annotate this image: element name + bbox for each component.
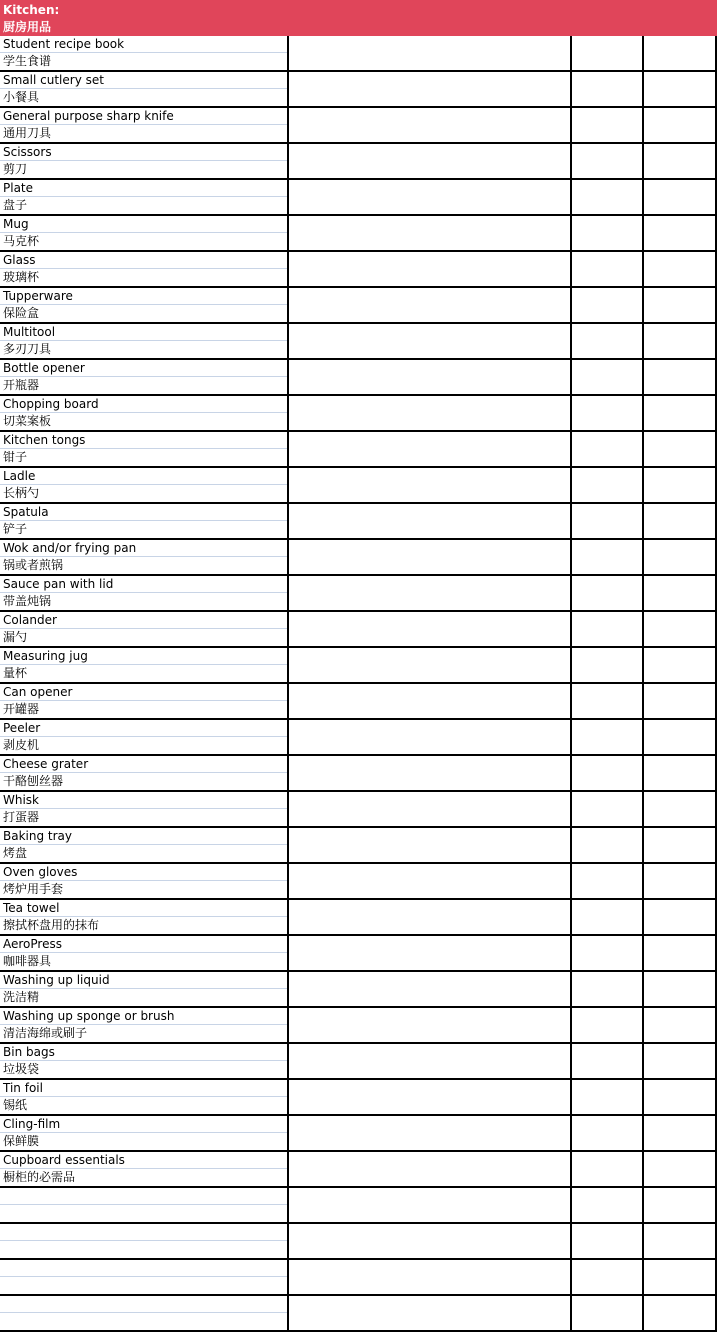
item-name-zh xyxy=(0,1241,287,1258)
check-cell-2[interactable] xyxy=(644,972,717,1006)
item-name-cell[interactable] xyxy=(0,828,289,862)
notes-cell[interactable] xyxy=(289,972,572,1006)
item-name-zh: 锡纸 xyxy=(3,1098,28,1112)
item-name-cell[interactable] xyxy=(0,144,289,178)
item-name-zh: 保鲜膜 xyxy=(3,1134,40,1148)
item-name-cell[interactable] xyxy=(0,360,289,394)
check-cell-2[interactable] xyxy=(644,504,717,538)
table-row xyxy=(0,864,717,900)
item-name-en: Tin foil xyxy=(0,1080,287,1097)
check-cell-2[interactable] xyxy=(644,36,717,70)
table-row xyxy=(0,432,717,468)
check-cell-1[interactable] xyxy=(572,1188,644,1222)
table-row xyxy=(0,612,717,648)
item-name-en: Bottle opener xyxy=(0,360,287,377)
notes-cell[interactable] xyxy=(289,576,572,610)
item-name-en: Washing up liquid xyxy=(0,972,287,989)
check-cell-2[interactable] xyxy=(644,756,717,790)
check-cell-1[interactable] xyxy=(572,72,644,106)
item-name-cell[interactable] xyxy=(0,1152,289,1186)
item-name-en: Glass xyxy=(0,252,287,269)
notes-cell[interactable] xyxy=(289,360,572,394)
table-row xyxy=(0,792,717,828)
check-cell-2[interactable] xyxy=(644,540,717,574)
item-name-zh: 通用刀具 xyxy=(3,126,52,140)
item-name-en: Tupperware xyxy=(0,288,287,305)
item-name-cell[interactable] xyxy=(0,432,289,466)
item-name-cell[interactable] xyxy=(0,756,289,790)
item-name-zh: 盘子 xyxy=(3,198,28,212)
check-cell-1[interactable] xyxy=(572,252,644,286)
table-row xyxy=(0,936,717,972)
check-cell-2[interactable] xyxy=(644,144,717,178)
notes-cell[interactable] xyxy=(289,936,572,970)
item-name-cell[interactable] xyxy=(0,252,289,286)
check-cell-1[interactable] xyxy=(572,144,644,178)
table-row xyxy=(0,684,717,720)
item-name-en: Bin bags xyxy=(0,1044,287,1061)
notes-cell[interactable] xyxy=(289,36,572,70)
check-cell-2[interactable] xyxy=(644,1152,717,1186)
item-name-cell[interactable] xyxy=(0,1044,289,1078)
item-name-zh: 垃圾袋 xyxy=(3,1062,40,1076)
table-row xyxy=(0,540,717,576)
check-cell-2[interactable] xyxy=(644,1044,717,1078)
check-cell-1[interactable] xyxy=(572,864,644,898)
check-cell-2[interactable] xyxy=(644,648,717,682)
check-cell-2[interactable] xyxy=(644,288,717,322)
item-name-cell[interactable] xyxy=(0,288,289,322)
table-row xyxy=(0,720,717,756)
check-cell-1[interactable] xyxy=(572,324,644,358)
check-cell-1[interactable] xyxy=(572,108,644,142)
check-cell-2[interactable] xyxy=(644,1188,717,1222)
check-cell-1[interactable] xyxy=(572,900,644,934)
check-cell-2[interactable] xyxy=(644,72,717,106)
check-cell-2[interactable] xyxy=(644,1224,717,1258)
item-name-en: Student recipe book xyxy=(0,36,287,53)
check-cell-1[interactable] xyxy=(572,756,644,790)
item-name-zh: 锅或者煎锅 xyxy=(3,558,64,572)
check-cell-2[interactable] xyxy=(644,1260,717,1294)
item-name-zh: 切菜案板 xyxy=(3,414,52,428)
item-name-en: Ladle xyxy=(0,468,287,485)
table-row xyxy=(0,324,717,360)
notes-cell[interactable] xyxy=(289,756,572,790)
check-cell-1[interactable] xyxy=(572,1008,644,1042)
check-cell-2[interactable] xyxy=(644,792,717,826)
table-row xyxy=(0,396,717,432)
check-cell-1[interactable] xyxy=(572,396,644,430)
check-cell-1[interactable] xyxy=(572,1044,644,1078)
item-name-cell[interactable] xyxy=(0,72,289,106)
check-cell-2[interactable] xyxy=(644,180,717,214)
check-cell-2[interactable] xyxy=(644,396,717,430)
item-name-en xyxy=(0,1260,287,1277)
item-name-en: Sauce pan with lid xyxy=(0,576,287,593)
notes-cell[interactable] xyxy=(289,540,572,574)
item-name-zh: 玻璃杯 xyxy=(3,270,40,284)
notes-cell[interactable] xyxy=(289,468,572,502)
item-name-cell[interactable] xyxy=(0,324,289,358)
item-name-cell[interactable] xyxy=(0,540,289,574)
check-cell-2[interactable] xyxy=(644,1080,717,1114)
item-name-zh: 擦拭杯盘用的抹布 xyxy=(3,918,100,932)
item-name-zh: 橱柜的必需品 xyxy=(3,1170,76,1184)
table-row xyxy=(0,828,717,864)
table-row xyxy=(0,972,717,1008)
check-cell-2[interactable] xyxy=(644,684,717,718)
item-name-en: Cupboard essentials xyxy=(0,1152,287,1169)
check-cell-1[interactable] xyxy=(572,648,644,682)
item-name-zh: 烤炉用手套 xyxy=(3,882,64,896)
notes-cell[interactable] xyxy=(289,720,572,754)
check-cell-2[interactable] xyxy=(644,1296,717,1330)
item-name-en: Oven gloves xyxy=(0,864,287,881)
notes-cell[interactable] xyxy=(289,504,572,538)
item-name-en: General purpose sharp knife xyxy=(0,108,287,125)
item-name-en: AeroPress xyxy=(0,936,287,953)
item-name-zh: 带盖炖锅 xyxy=(3,594,52,608)
check-cell-1[interactable] xyxy=(572,972,644,1006)
item-name-zh xyxy=(0,1313,287,1330)
check-cell-2[interactable] xyxy=(644,468,717,502)
item-name-en: Chopping board xyxy=(0,396,287,413)
item-name-en: Peeler xyxy=(0,720,287,737)
item-name-cell[interactable] xyxy=(0,216,289,250)
check-cell-1[interactable] xyxy=(572,360,644,394)
item-name-en: Wok and/or frying pan xyxy=(0,540,287,557)
item-name-zh: 干酪刨丝器 xyxy=(3,774,64,788)
table-row xyxy=(0,1224,717,1260)
item-name-cell[interactable] xyxy=(0,972,289,1006)
item-name-cell[interactable] xyxy=(0,396,289,430)
check-cell-2[interactable] xyxy=(644,108,717,142)
check-cell-2[interactable] xyxy=(644,828,717,862)
section-title-zh: 厨房用品 xyxy=(3,20,52,34)
notes-cell[interactable] xyxy=(289,900,572,934)
item-name-cell[interactable] xyxy=(0,1224,289,1258)
check-cell-1[interactable] xyxy=(572,1296,644,1330)
table-row xyxy=(0,288,717,324)
check-cell-1[interactable] xyxy=(572,1260,644,1294)
item-name-zh: 清洁海绵或刷子 xyxy=(3,1026,88,1040)
item-name-cell[interactable] xyxy=(0,1008,289,1042)
check-cell-1[interactable] xyxy=(572,432,644,466)
check-cell-1[interactable] xyxy=(572,792,644,826)
item-name-cell[interactable] xyxy=(0,1296,289,1330)
item-name-cell[interactable] xyxy=(0,900,289,934)
check-cell-1[interactable] xyxy=(572,936,644,970)
notes-cell[interactable] xyxy=(289,1188,572,1222)
item-name-cell[interactable] xyxy=(0,180,289,214)
table-row xyxy=(0,1008,717,1044)
item-name-zh: 漏勺 xyxy=(3,630,28,644)
check-cell-2[interactable] xyxy=(644,612,717,646)
table-row xyxy=(0,504,717,540)
notes-cell[interactable] xyxy=(289,324,572,358)
notes-cell[interactable] xyxy=(289,1044,572,1078)
check-cell-1[interactable] xyxy=(572,1116,644,1150)
check-cell-1[interactable] xyxy=(572,1080,644,1114)
table-row xyxy=(0,1260,717,1296)
table-row xyxy=(0,1188,717,1224)
item-name-cell[interactable] xyxy=(0,1116,289,1150)
notes-cell[interactable] xyxy=(289,864,572,898)
item-name-zh: 钳子 xyxy=(3,450,28,464)
notes-cell[interactable] xyxy=(289,144,572,178)
item-name-zh: 咖啡器具 xyxy=(3,954,52,968)
item-name-en xyxy=(0,1296,287,1313)
item-name-zh: 打蛋器 xyxy=(3,810,40,824)
check-cell-1[interactable] xyxy=(572,216,644,250)
item-name-en: Plate xyxy=(0,180,287,197)
item-name-en xyxy=(0,1224,287,1241)
table-row xyxy=(0,1044,717,1080)
notes-cell[interactable] xyxy=(289,792,572,826)
section-title-en: Kitchen: xyxy=(3,3,60,17)
table-row xyxy=(0,36,717,72)
notes-cell[interactable] xyxy=(289,1116,572,1150)
item-name-zh: 保险盒 xyxy=(3,306,40,320)
check-cell-2[interactable] xyxy=(644,864,717,898)
item-name-en: Scissors xyxy=(0,144,287,161)
item-name-zh: 洗洁精 xyxy=(3,990,40,1004)
notes-cell[interactable] xyxy=(289,216,572,250)
notes-cell[interactable] xyxy=(289,648,572,682)
table-row xyxy=(0,108,717,144)
notes-cell[interactable] xyxy=(289,252,572,286)
item-name-cell[interactable] xyxy=(0,1080,289,1114)
item-name-zh: 学生食谱 xyxy=(3,54,52,68)
item-name-en: Mug xyxy=(0,216,287,233)
table-row xyxy=(0,756,717,792)
check-cell-1[interactable] xyxy=(572,1152,644,1186)
item-name-zh: 烤盘 xyxy=(3,846,28,860)
check-cell-2[interactable] xyxy=(644,432,717,466)
item-name-en: Spatula xyxy=(0,504,287,521)
item-name-cell[interactable] xyxy=(0,720,289,754)
check-cell-2[interactable] xyxy=(644,936,717,970)
check-cell-1[interactable] xyxy=(572,468,644,502)
table-row xyxy=(0,468,717,504)
item-name-cell[interactable] xyxy=(0,108,289,142)
check-cell-2[interactable] xyxy=(644,1008,717,1042)
table-row xyxy=(0,180,717,216)
item-name-cell[interactable] xyxy=(0,864,289,898)
item-name-zh: 铲子 xyxy=(3,522,28,536)
item-name-en: Tea towel xyxy=(0,900,287,917)
item-name-zh: 剪刀 xyxy=(3,162,28,176)
check-cell-2[interactable] xyxy=(644,576,717,610)
table-row xyxy=(0,576,717,612)
item-name-zh: 多刃刀具 xyxy=(3,342,52,356)
section-header xyxy=(0,0,717,36)
notes-cell[interactable] xyxy=(289,1296,572,1330)
check-cell-1[interactable] xyxy=(572,504,644,538)
item-name-zh xyxy=(0,1205,287,1222)
table-row xyxy=(0,1080,717,1116)
notes-cell[interactable] xyxy=(289,432,572,466)
check-cell-2[interactable] xyxy=(644,360,717,394)
notes-cell[interactable] xyxy=(289,396,572,430)
check-cell-2[interactable] xyxy=(644,1116,717,1150)
notes-cell[interactable] xyxy=(289,1224,572,1258)
item-name-zh: 长柄勺 xyxy=(3,486,40,500)
table-row xyxy=(0,360,717,396)
item-name-en: Cheese grater xyxy=(0,756,287,773)
notes-cell[interactable] xyxy=(289,1080,572,1114)
item-name-en: Colander xyxy=(0,612,287,629)
item-name-cell[interactable] xyxy=(0,1188,289,1222)
item-name-cell[interactable] xyxy=(0,792,289,826)
item-name-en: Multitool xyxy=(0,324,287,341)
item-name-zh: 量杯 xyxy=(3,666,28,680)
notes-cell[interactable] xyxy=(289,72,572,106)
item-name-cell[interactable] xyxy=(0,468,289,502)
item-name-zh: 马克杯 xyxy=(3,234,40,248)
notes-cell[interactable] xyxy=(289,612,572,646)
item-name-cell[interactable] xyxy=(0,936,289,970)
notes-cell[interactable] xyxy=(289,1008,572,1042)
item-name-cell[interactable] xyxy=(0,1260,289,1294)
item-name-en: Washing up sponge or brush xyxy=(0,1008,287,1025)
check-cell-1[interactable] xyxy=(572,288,644,322)
item-name-zh xyxy=(0,1277,287,1294)
table-row xyxy=(0,1116,717,1152)
item-name-zh: 剥皮机 xyxy=(3,738,40,752)
notes-cell[interactable] xyxy=(289,1152,572,1186)
item-name-cell[interactable] xyxy=(0,504,289,538)
item-name-cell[interactable] xyxy=(0,36,289,70)
item-name-cell[interactable] xyxy=(0,648,289,682)
item-name-cell[interactable] xyxy=(0,576,289,610)
check-cell-1[interactable] xyxy=(572,684,644,718)
table-row xyxy=(0,72,717,108)
table-row xyxy=(0,144,717,180)
table-row xyxy=(0,1296,717,1332)
table-row xyxy=(0,252,717,288)
item-name-zh: 开瓶器 xyxy=(3,378,40,392)
item-name-en: Cling-film xyxy=(0,1116,287,1133)
notes-cell[interactable] xyxy=(289,828,572,862)
table-row xyxy=(0,900,717,936)
check-cell-1[interactable] xyxy=(572,1224,644,1258)
check-cell-1[interactable] xyxy=(572,612,644,646)
check-cell-2[interactable] xyxy=(644,252,717,286)
item-name-cell[interactable] xyxy=(0,684,289,718)
check-cell-1[interactable] xyxy=(572,828,644,862)
item-name-en: Whisk xyxy=(0,792,287,809)
check-cell-2[interactable] xyxy=(644,900,717,934)
notes-cell[interactable] xyxy=(289,1260,572,1294)
notes-cell[interactable] xyxy=(289,108,572,142)
item-name-cell[interactable] xyxy=(0,612,289,646)
check-cell-2[interactable] xyxy=(644,720,717,754)
check-cell-1[interactable] xyxy=(572,540,644,574)
notes-cell[interactable] xyxy=(289,684,572,718)
table-row xyxy=(0,648,717,684)
check-cell-1[interactable] xyxy=(572,36,644,70)
check-cell-2[interactable] xyxy=(644,216,717,250)
check-cell-2[interactable] xyxy=(644,324,717,358)
check-cell-1[interactable] xyxy=(572,720,644,754)
check-cell-1[interactable] xyxy=(572,576,644,610)
item-name-en xyxy=(0,1188,287,1205)
item-name-en: Kitchen tongs xyxy=(0,432,287,449)
item-name-en: Can opener xyxy=(0,684,287,701)
item-name-zh: 开罐器 xyxy=(3,702,40,716)
notes-cell[interactable] xyxy=(289,180,572,214)
check-cell-1[interactable] xyxy=(572,180,644,214)
item-name-en: Small cutlery set xyxy=(0,72,287,89)
table-row xyxy=(0,216,717,252)
item-name-en: Baking tray xyxy=(0,828,287,845)
notes-cell[interactable] xyxy=(289,288,572,322)
item-name-en: Measuring jug xyxy=(0,648,287,665)
table-row xyxy=(0,1152,717,1188)
item-name-zh: 小餐具 xyxy=(3,90,40,104)
